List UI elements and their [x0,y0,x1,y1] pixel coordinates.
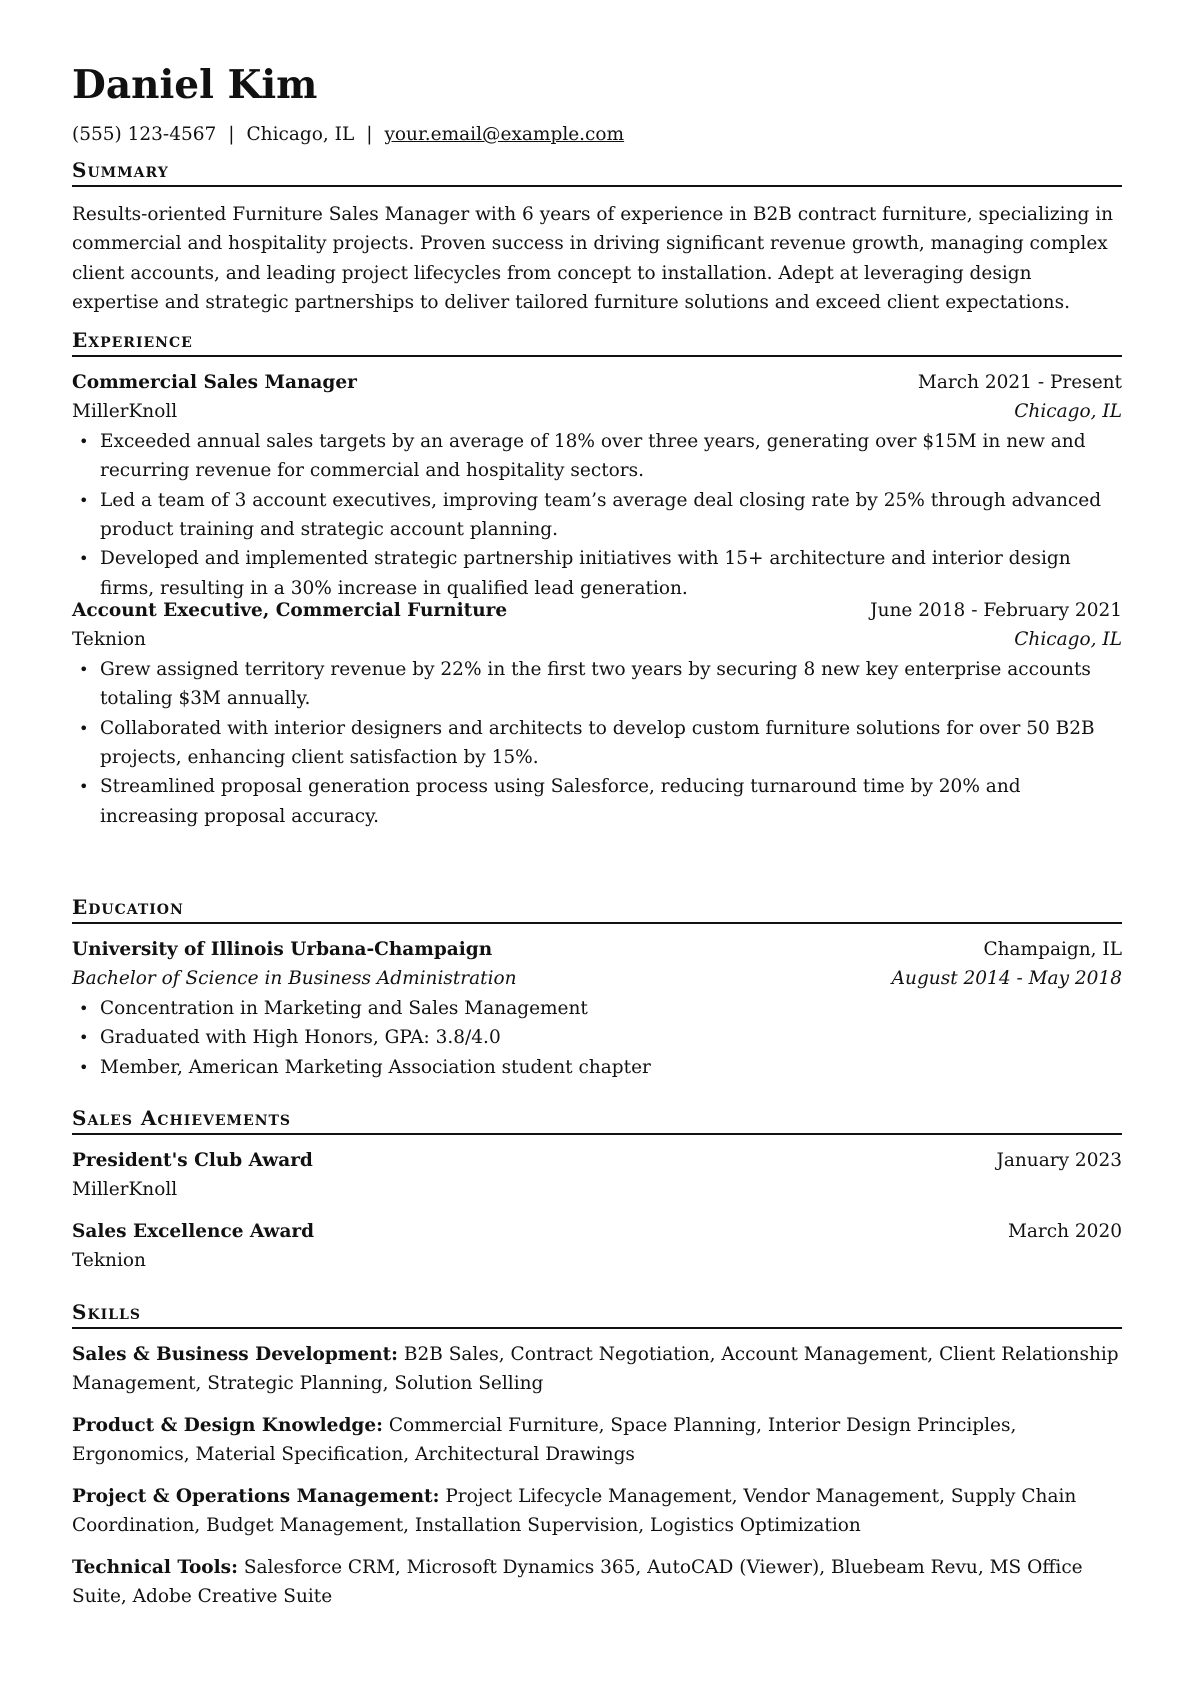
contact-line [72,120,624,150]
job-dates: March 2021 - Present [917,372,1122,393]
bullet-item: • Collaborated with interior designers and architects to develop custom furniture solutions for over 50 B2B projects, enhancing client satisfaction by 15%. [72,714,1122,773]
contact-separator: | [366,124,373,145]
job-entry [72,368,1122,603]
summary-section [72,200,1122,318]
achievement-entry [72,1146,1122,1205]
education-heading: Education [72,894,1122,924]
skill-group [72,1553,1122,1612]
award-name: Sales Excellence Award [72,1221,315,1242]
skill-category: Sales & Business Development: [72,1344,398,1365]
skill-group [72,1340,1122,1399]
skill-group [72,1482,1122,1541]
job-bullets [72,427,1122,603]
skill-group [72,1411,1122,1470]
award-date: March 2020 [1007,1221,1122,1242]
education-dates: August 2014 - May 2018 [891,968,1122,990]
job-title: Commercial Sales Manager [72,372,357,393]
school-name: University of Illinois Urbana-Champaign [72,939,493,960]
company-name: MillerKnoll [72,401,178,423]
degree: Bachelor of Science in Business Administration [72,968,517,990]
job-title: Account Executive, Commercial Furniture [72,600,508,621]
skill-list: Commercial Furniture, Space Planning, Interior Design Principles, Ergonomics, Material Specification, Architectural Drawings [72,1415,1017,1466]
job-entry [72,596,1122,831]
bullet-item: • Graduated with High Honors, GPA: 3.8/4.0 [72,1023,1122,1052]
email-link[interactable]: your.email@example.com [384,124,625,145]
candidate-name: Daniel Kim [72,62,318,108]
award-organization: Teknion [72,1250,146,1272]
bullet-item: • Led a team of 3 account executives, improving team’s average deal closing rate by 25% through advanced product training and strategic account planning. [72,486,1122,545]
education-bullets [72,994,1122,1082]
skill-list: B2B Sales, Contract Negotiation, Account Management, Client Relationship Management, Strategic Planning, Solution Selling [72,1344,1119,1395]
achievements-heading: Sales Achievements [72,1105,1122,1135]
award-organization: MillerKnoll [72,1179,178,1201]
bullet-item: • Concentration in Marketing and Sales Management [72,994,1122,1023]
summary-text: Results-oriented Furniture Sales Manager with 6 years of experience in B2B contract furniture, specializing in commercial and hospitality projects. Proven success in driving significant revenue growth, managing complex client accounts, and leading project lifecycles from concept to installation. Adept at leveraging design expertise and strategic partnerships to deliver tailored furniture solutions and exceed client expectations. [72,204,1114,314]
bullet-item: • Developed and implemented strategic partnership initiatives with 15+ architecture and interior design firms, resulting in a 30% increase in qualified lead generation. [72,544,1122,603]
bullet-item: • Streamlined proposal generation process using Salesforce, reducing turnaround time by 20% and increasing proposal accuracy. [72,772,1122,831]
skill-category: Technical Tools: [72,1557,238,1578]
skill-category: Product & Design Knowledge: [72,1415,383,1436]
award-date: January 2023 [996,1150,1122,1171]
job-dates: June 2018 - February 2021 [870,600,1122,621]
summary-heading: Summary [72,157,1122,187]
job-location: Chicago, IL [1014,401,1122,423]
experience-heading: Experience [72,327,1122,357]
skill-category: Project & Operations Management: [72,1486,440,1507]
skill-list: Project Lifecycle Management, Vendor Management, Supply Chain Coordination, Budget Management, Installation Supervision, Logistics Optimization [72,1486,1077,1537]
skills-heading: Skills [72,1299,1122,1329]
job-location: Chicago, IL [1014,629,1122,651]
skill-list: Salesforce CRM, Microsoft Dynamics 365, AutoCAD (Viewer), Bluebeam Revu, MS Office Suite, Adobe Creative Suite [72,1557,1083,1608]
contact-separator: | [228,124,235,145]
achievement-entry [72,1217,1122,1276]
phone-number: (555) 123-4567 [72,124,217,145]
contact-location: Chicago, IL [246,124,355,145]
job-bullets [72,655,1122,831]
bullet-item: • Exceeded annual sales targets by an average of 18% over three years, generating over $15M in new and recurring revenue for commercial and hospitality sectors. [72,427,1122,486]
award-name: President's Club Award [72,1150,313,1171]
education-entry [72,935,1122,1082]
company-name: Teknion [72,629,146,651]
bullet-item: • Member, American Marketing Association student chapter [72,1053,1122,1082]
school-location: Champaign, IL [983,939,1122,960]
bullet-item: • Grew assigned territory revenue by 22% in the first two years by securing 8 new key enterprise accounts totaling $3M annually. [72,655,1122,714]
